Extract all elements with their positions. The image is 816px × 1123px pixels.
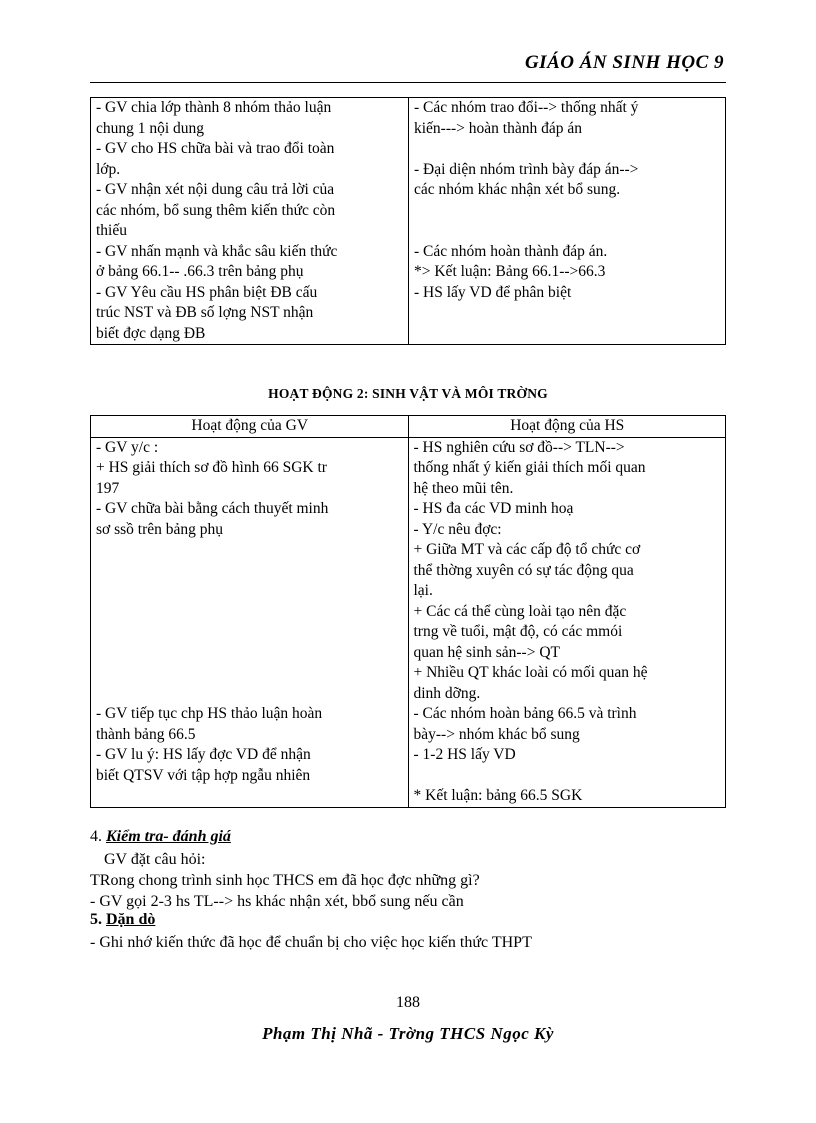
text-line: - 1-2 HS lấy VD	[413, 746, 516, 763]
text-line: + Giữa MT và các cấp độ tổ chức cơ	[413, 541, 641, 558]
text-line	[96, 622, 404, 643]
text-line	[414, 139, 721, 160]
text-line	[96, 540, 404, 561]
text-line	[414, 766, 722, 787]
text-line: lớp.	[96, 160, 121, 178]
text-line	[96, 643, 404, 664]
text-line: bày--> nhóm khác bổ sung	[413, 725, 580, 743]
text-line: thể thờng xuyên có sự tác động qua	[413, 561, 634, 579]
text-line: - GV cho HS chữa bài và trao đổi toàn	[96, 140, 335, 157]
text-line: - Y/c nêu đợc:	[413, 520, 502, 538]
text-line: - GV nhận xét nội dung câu trả lời của	[96, 181, 335, 198]
activity2-hs-cell	[408, 437, 726, 807]
section5-number: 5.	[90, 911, 102, 928]
text-line: - GV chữa bài bằng cách thuyết minh	[96, 500, 329, 517]
activity1-gv-cell	[91, 98, 409, 345]
section5-line: - Ghi nhớ kiến thức đã học để chuẩn bị cho việc học kiến thức THPT	[90, 934, 532, 951]
text-line: - Các nhóm hoàn bảng 66.5 và trình	[413, 705, 637, 722]
page-number: 188	[396, 994, 420, 1011]
text-line: kiến---> hoàn thành đáp án	[414, 119, 582, 137]
section4-title: Kiểm tra- đánh giá	[106, 828, 231, 845]
section5-title: Dặn dò	[106, 911, 156, 928]
text-line	[414, 201, 721, 222]
text-line: - Các nhóm trao đổi--> thống nhất ý	[414, 99, 639, 116]
text-line: - GV lu ý: HS lấy đợc VD để nhận	[96, 746, 311, 763]
section4-number: 4.	[90, 828, 102, 845]
section4-line: TRong chong trình sinh học THCS em đã học đợc những gì?	[90, 872, 480, 889]
text-line: các nhóm, bổ sung thêm kiến thức còn	[96, 201, 336, 219]
text-line: thống nhất ý kiến giải thích mối quan	[413, 459, 646, 476]
text-line	[96, 684, 404, 705]
text-line: các nhóm khác nhận xét bổ sung.	[414, 181, 621, 198]
text-line	[96, 581, 404, 602]
header-rule	[90, 82, 726, 83]
section5-heading	[90, 911, 155, 929]
text-line: chung 1 nội dung	[96, 119, 205, 137]
text-line: * Kết luận: bảng 66.5 SGK	[413, 787, 583, 804]
text-line: 197	[96, 479, 120, 497]
text-line: - HS nghiên cứu sơ đồ--> TLN-->	[413, 438, 625, 456]
text-line: biết đợc dạng ĐB	[96, 324, 206, 342]
text-line: sơ ssồ trên bảng phụ	[96, 520, 224, 538]
footer-author: Phạm Thị Nhã - Trờng THCS Ngọc Kỳ	[262, 1024, 554, 1043]
section4-heading	[90, 828, 231, 846]
column-header-gv: Hoạt động của GV	[91, 416, 409, 438]
text-line: - Đại diện nhóm trình bày đáp án-->	[414, 160, 639, 178]
text-line: - HS lấy VD để phân biệt	[414, 283, 572, 301]
text-line	[96, 602, 404, 623]
text-line	[414, 221, 721, 242]
page-header-title: GIÁO ÁN SINH HỌC 9	[524, 52, 724, 73]
activity2-gv-cell	[91, 437, 409, 807]
column-header-hs: Hoạt động của HS	[408, 416, 726, 438]
text-line: - HS đa các VD minh hoạ	[413, 500, 574, 517]
text-line: - GV tiếp tục chp HS thảo luận hoàn	[96, 705, 323, 722]
text-line: lại.	[413, 582, 433, 599]
text-line: - GV Yêu cầu HS phân biệt ĐB cấu	[96, 283, 318, 301]
activity1-hs-cell	[409, 98, 726, 345]
text-line: - GV chia lớp thành 8 nhóm thảo luận	[96, 99, 332, 116]
text-line: thiếu	[96, 222, 127, 239]
text-line: trng về tuổi, mật độ, có các mmói	[413, 623, 623, 640]
text-line: ở bảng 66.1-- .66.3 trên bảng phụ	[96, 263, 304, 280]
text-line: - GV y/c :	[96, 438, 159, 456]
activity2-heading: HOẠT ĐỘNG 2: SINH VẬT VÀ MÔI TRỜNG	[268, 386, 548, 401]
text-line: quan hệ sinh sản--> QT	[413, 643, 560, 661]
text-line: biết QTSV với tập hợp ngẫu nhiên	[96, 766, 311, 784]
text-line: - Các nhóm hoàn thành đáp án.	[414, 242, 608, 260]
text-line: hệ theo mũi tên.	[413, 479, 514, 497]
activity1-table	[90, 97, 726, 345]
text-line	[96, 561, 404, 582]
text-line: *> Kết luận: Bảng 66.1-->66.3	[414, 263, 606, 280]
section4-line: GV đặt câu hỏi:	[104, 851, 206, 868]
text-line: + HS giải thích sơ đồ hình 66 SGK tr	[96, 459, 327, 476]
text-line: thành bảng 66.5	[96, 725, 196, 743]
text-line: + Các cá thể cùng loài tạo nên đặc	[413, 602, 627, 620]
text-line: - GV nhấn mạnh và khắc sâu kiến thức	[96, 242, 338, 260]
text-line	[96, 663, 404, 684]
activity2-table	[90, 415, 726, 808]
text-line: trúc NST và ĐB số lợng NST nhận	[96, 304, 314, 321]
text-line: dinh dỡng.	[413, 684, 481, 702]
text-line: + Nhiều QT khác loài có mối quan hệ	[413, 664, 648, 681]
section4-line: - GV gọi 2-3 hs TL--> hs khác nhận xét, bbổ sung nếu cần	[90, 893, 464, 910]
